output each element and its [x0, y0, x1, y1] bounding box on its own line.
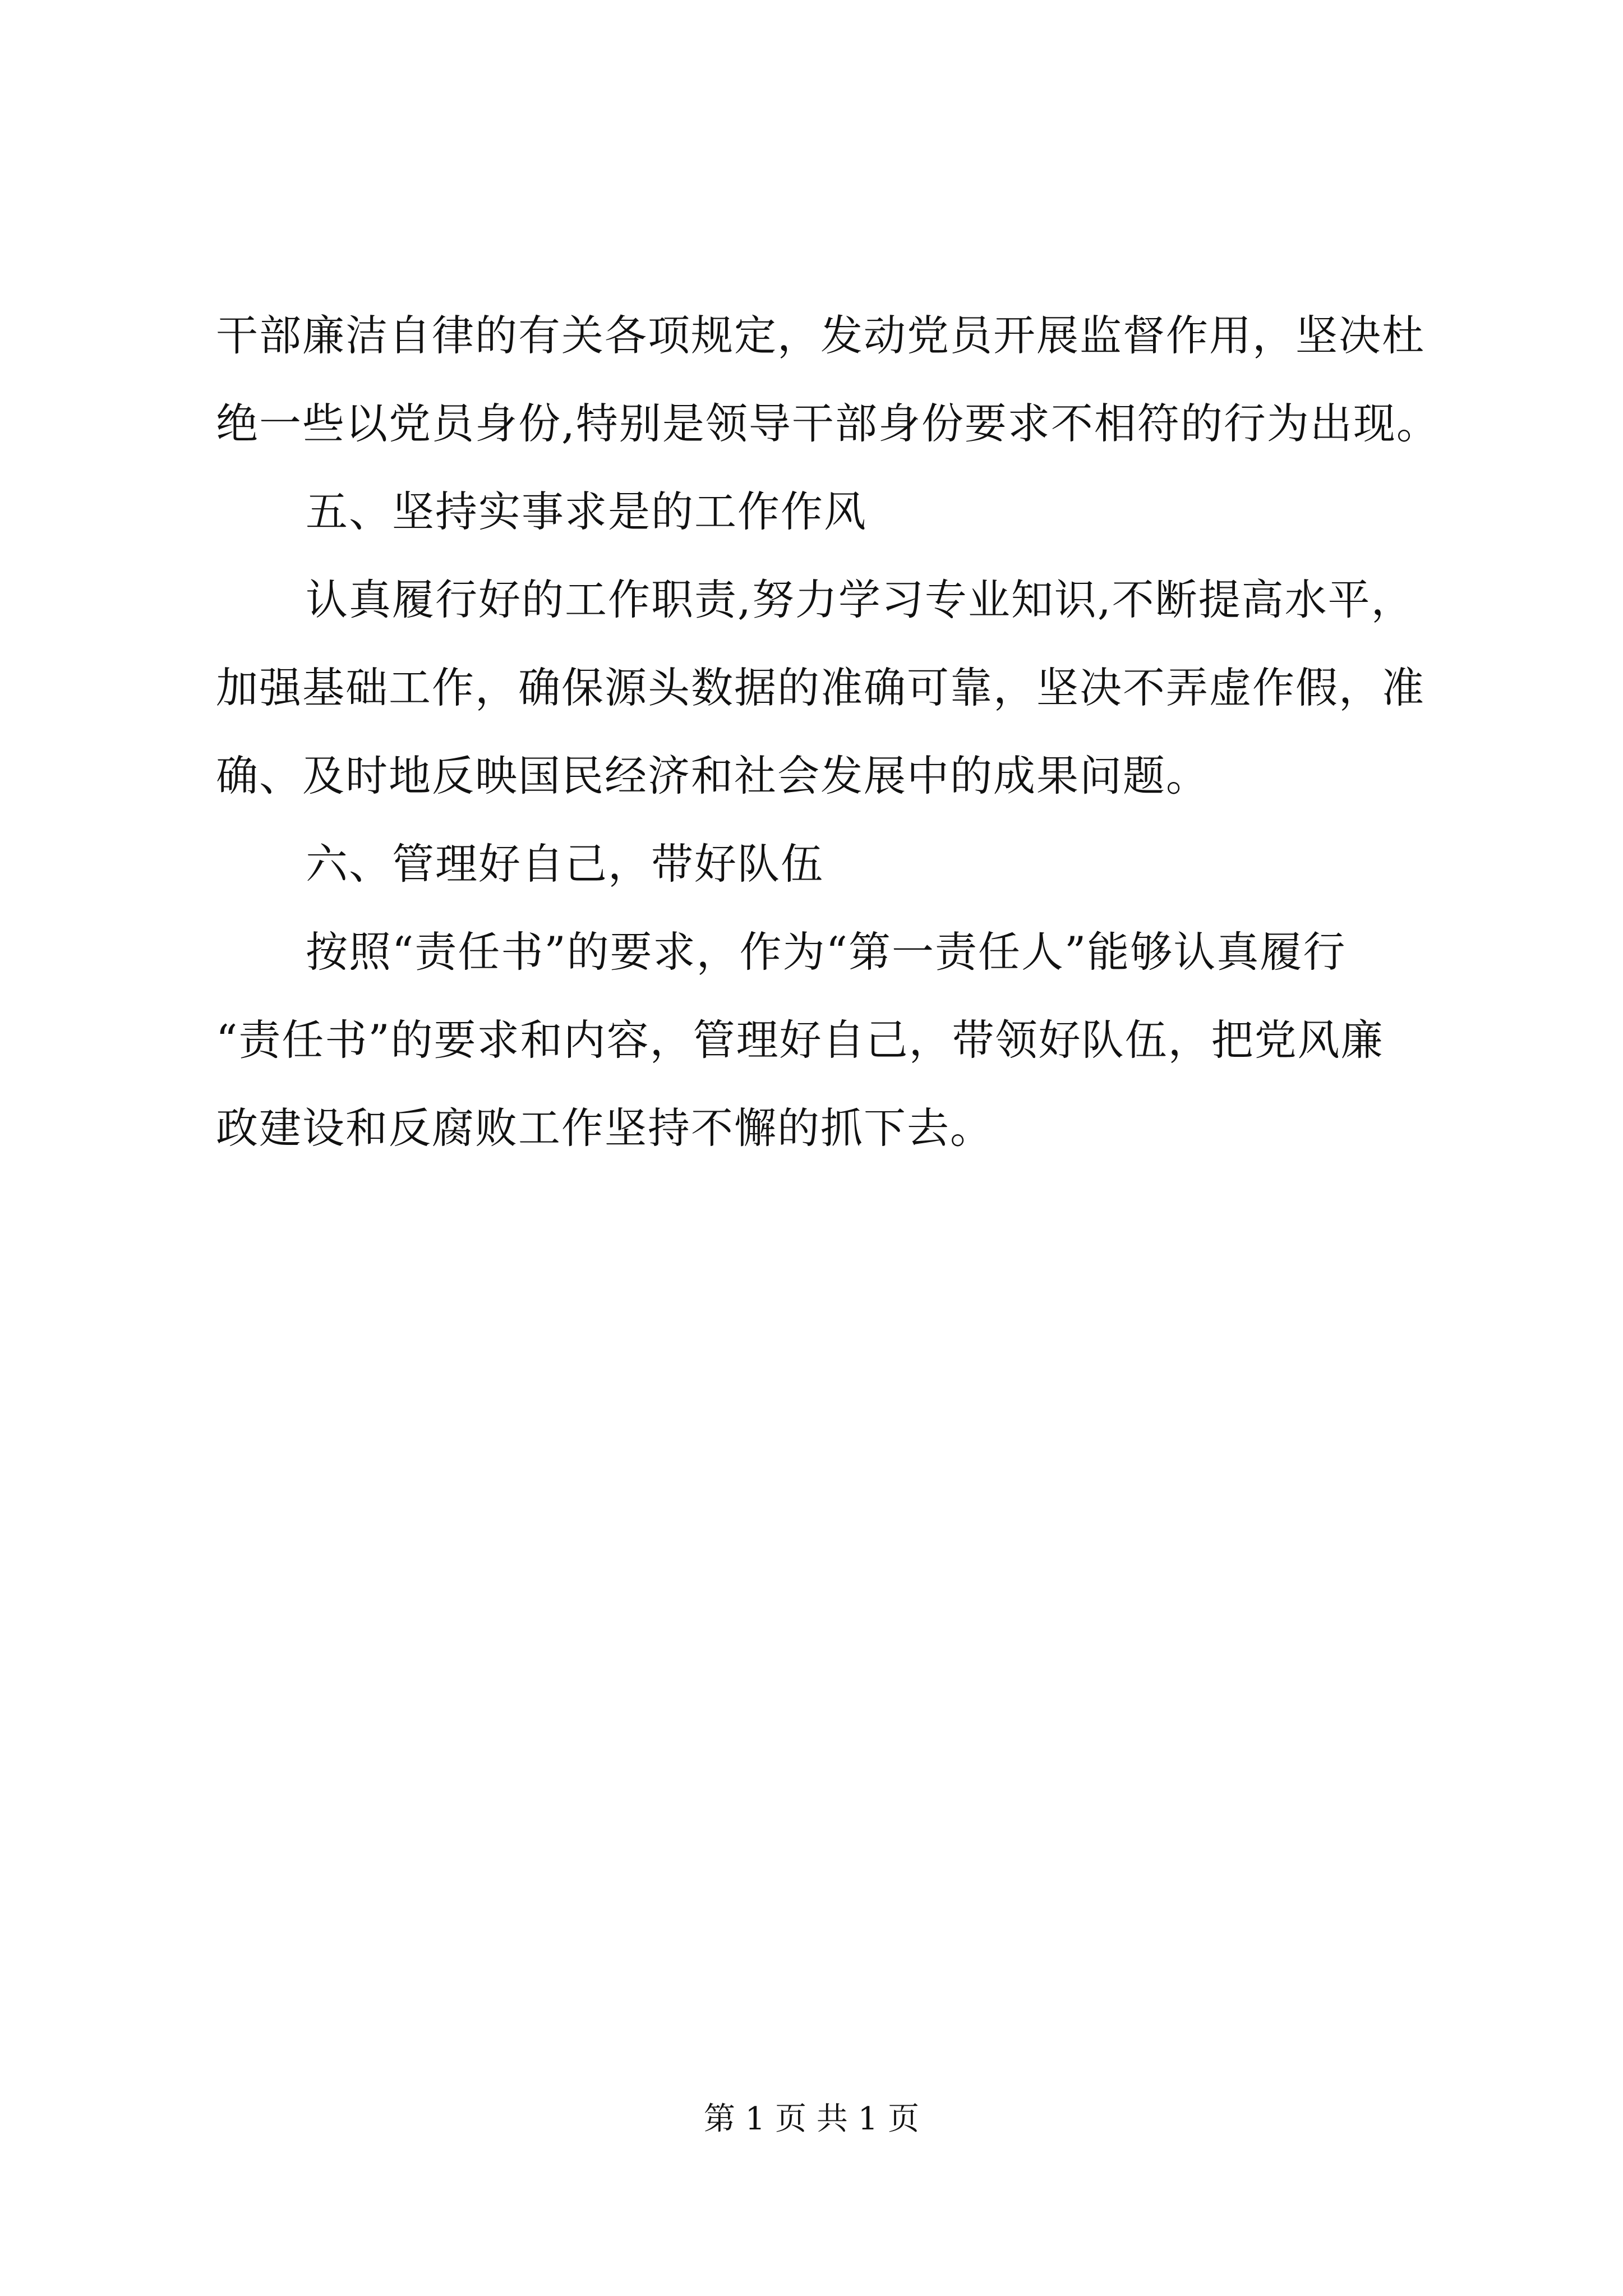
page-number-footer: 第 1 页 共 1 页: [703, 2101, 920, 2137]
paragraph-line: 认真履行好的工作职责,努力学习专业知识,不断提高水平，: [306, 575, 1414, 624]
paragraph-line: 加强基础工作，确保源头数据的准确可靠，坚决不弄虚作假，准: [216, 663, 1426, 712]
section-heading: 五、坚持实事求是的工作作风: [306, 487, 868, 536]
paragraph-line: 干部廉洁自律的有关各项规定，发动党员开展监督作用，坚决杜: [216, 311, 1426, 360]
paragraph-line: “责任书”的要求和内容，管理好自己，带领好队伍，把党风廉: [216, 1015, 1384, 1065]
section-heading: 六、管理好自己，带好队伍: [306, 839, 824, 889]
document-body: [216, 292, 1440, 1172]
paragraph-line: 确、及时地反映国民经济和社会发展中的成果问题。: [216, 751, 1210, 800]
paragraph-line: 政建设和反腐败工作坚持不懈的抓下去。: [216, 1103, 994, 1153]
paragraph-line: 绝一些以党员身份,特别是领导干部身份要求不相符的行为出现。: [216, 399, 1440, 448]
paragraph-line: 按照“责任书”的要求，作为“第一责任人”能够认真履行: [306, 927, 1347, 977]
